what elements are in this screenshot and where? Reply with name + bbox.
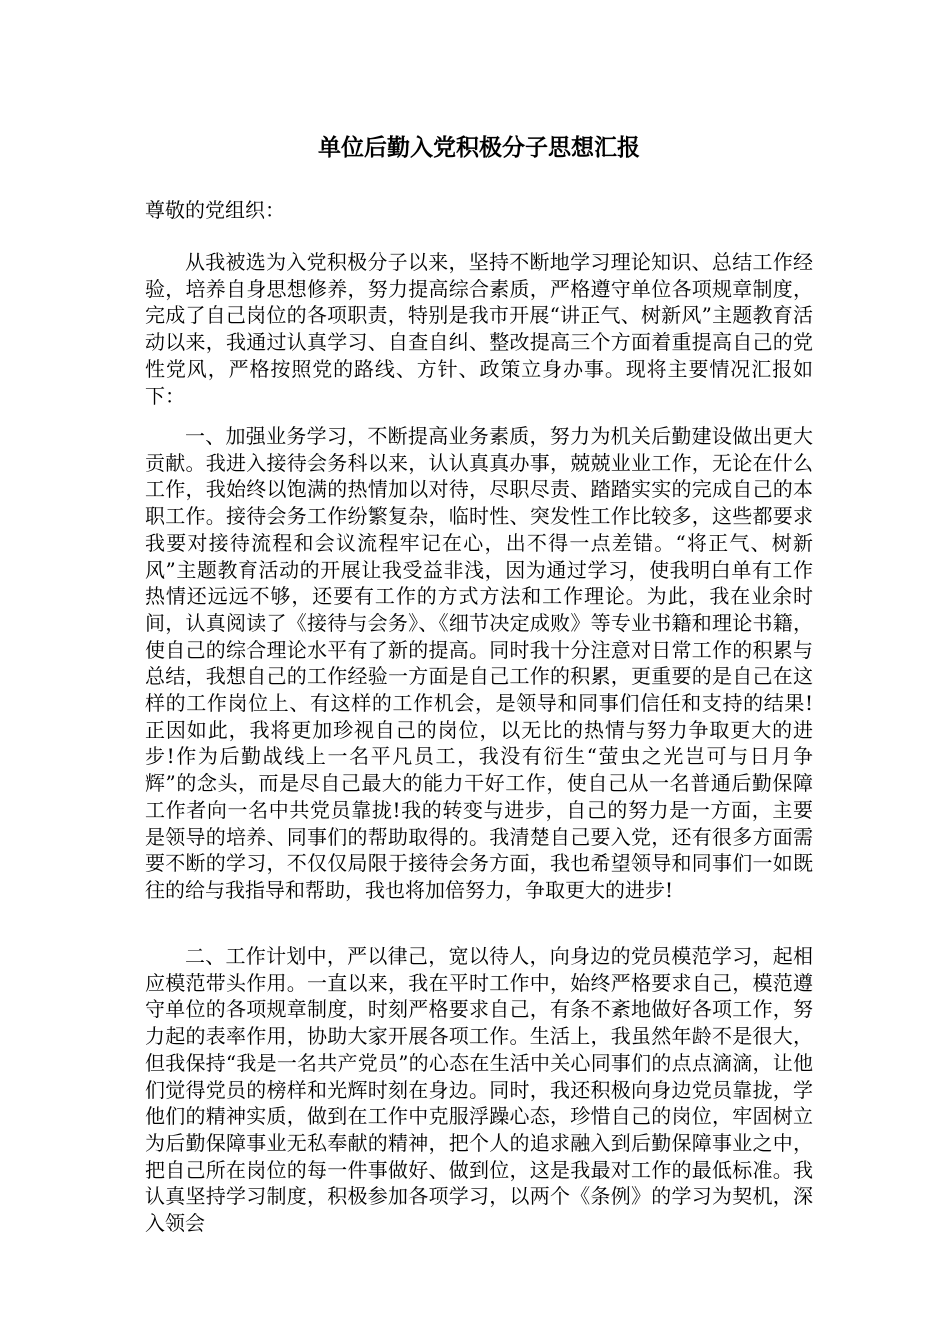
paragraph-section-two: 二、工作计划中，严以律己，宽以待人，向身边的党员模范学习，起相应模范带头作用。一直以来，我在平时工作中，始终严格要求自己，模范遵守单位的各项规章制度，时刻严格要求自己，有条不紊地做好各项工作，努力起的表率作用，协助大家开展各项工作。生活上，我虽然年龄不是很大，但我保持“我是一名共产党员”的心态在生活中关心同事们的点点滴滴，让他们觉得党员的榜样和光辉时刻在身边。同时，我还积极向身边党员靠拢，学他们的精神实质，做到在工作中克服浮躁心态，珍惜自己的岗位，牢固树立为后勤保障事业无私奉献的精神，把个人的追求融入到后勤保障事业之中，把自己所在岗位的每一件事做好、做到位，这是我最对工作的最低标准。我认真坚持学习制度，积极参加各项学习，以两个《条例》的学习为契机，深入领会 bbox=[145, 944, 813, 1236]
paragraph-section-one: 一、加强业务学习，不断提高业务素质，努力为机关后勤建设做出更大贡献。我进入接待会务科以来，认认真真办事，兢兢业业工作，无论在什么工作，我始终以饱满的热情加以对待，尽职尽责、踏踏实实的完成自己的本职工作。接待会务工作纷繁复杂，临时性、突发性工作比较多，这些都要求我要对接待流程和会议流程牢记在心，出不得一点差错。“将正气、树新风”主题教育活动的开展让我受益非浅，因为通过学习，使我明白单有工作热情还远远不够，还要有工作的方式方法和工作理论。为此，我在业余时间，认真阅读了《接待与会务》、《细节决定成败》等专业书籍和理论书籍，使自己的综合理论水平有了新的提高。同时我十分注意对日常工作的积累与总结，我想自己的工作经验一方面是自己工作的积累，更重要的是自己在这样的工作岗位上、有这样的工作机会，是领导和同事们信任和支持的结果!正因如此，我将更加珍视自己的岗位，以无比的热情与努力争取更大的进步!作为后勤战线上一名平凡员工，我没有衍生“萤虫之光岂可与日月争辉”的念头，而是尽自己最大的能力干好工作，使自己从一名普通后勤保障工作者向一名中共党员靠拢!我的转变与进步，自己的努力是一方面，主要是领导的培养、同事们的帮助取得的。我清楚自己要入党，还有很多方面需要不断的学习，不仅仅局限于接待会务方面，我也希望领导和同事们一如既往的给与我指导和帮助，我也将加倍努力，争取更大的进步! bbox=[145, 424, 813, 902]
document-title: 单位后勤入党积极分子思想汇报 bbox=[318, 134, 640, 161]
document-page bbox=[145, 0, 813, 1344]
paragraph-intro: 从我被选为入党积极分子以来，坚持不断地学习理论知识、总结工作经验，培养自身思想修养，努力提高综合素质，严格遵守单位各项规章制度，完成了自己岗位的各项职责，特别是我市开展“讲正气、树新风”主题教育活动以来，我通过认真学习、自查自纠、整改提高三个方面着重提高自己的党性党风，严格按照党的路线、方针、政策立身办事。现将主要情况汇报如下： bbox=[145, 250, 813, 408]
salutation: 尊敬的党组织： bbox=[145, 198, 285, 222]
